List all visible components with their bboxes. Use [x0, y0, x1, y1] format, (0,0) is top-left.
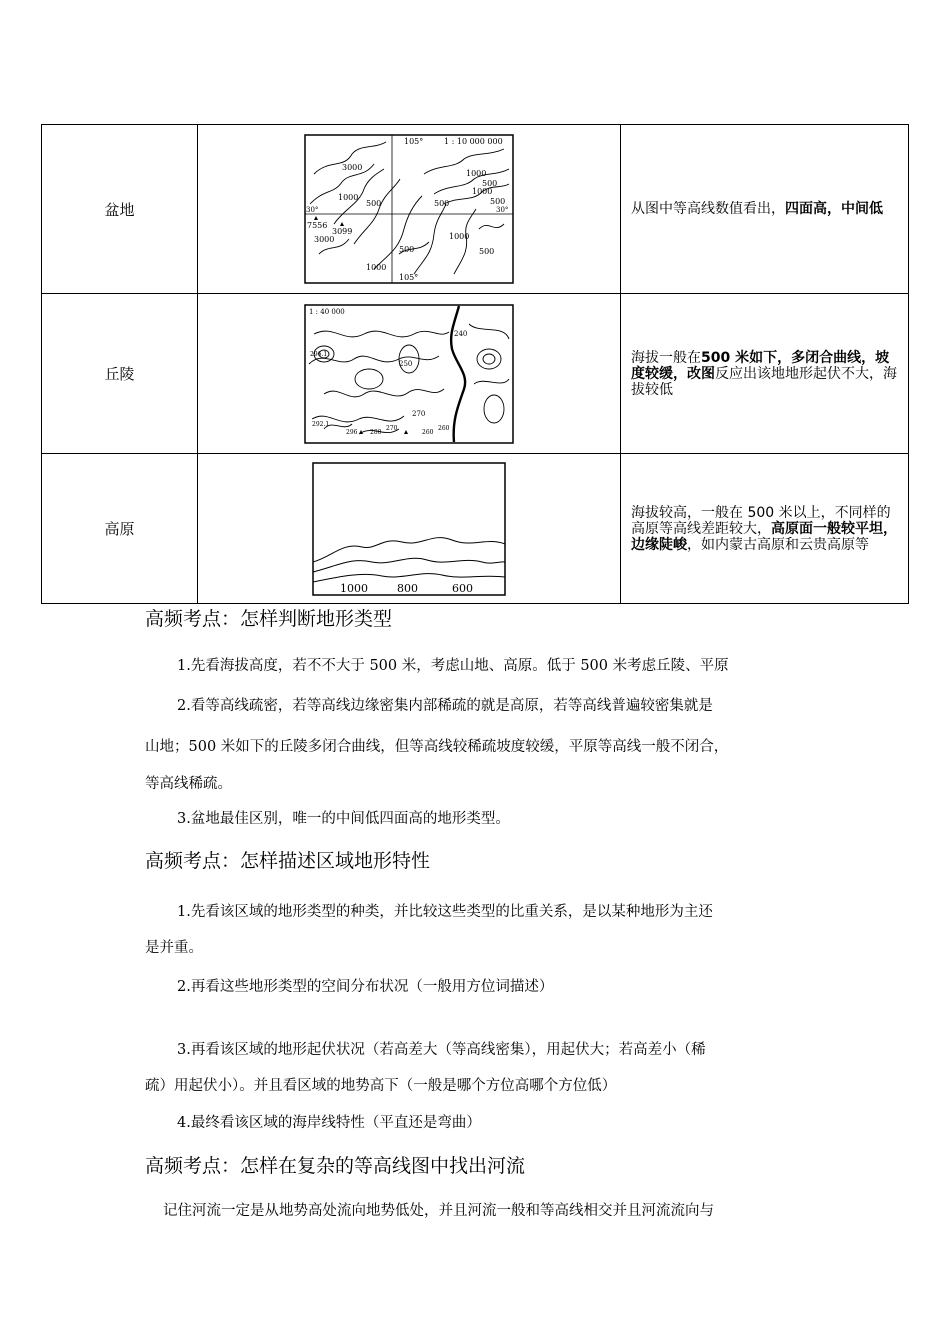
paragraph-line: 记住河流一定是从地势高处流向地势低处，并且河流一般和等高线相交并且河流流向与 — [163, 1203, 714, 1219]
table-row-hills — [42, 294, 909, 454]
contour-label: 1000 — [338, 193, 359, 202]
peak-label: 292.1 — [312, 420, 330, 428]
hills-contour-map — [304, 304, 514, 444]
contour-label: 500 — [479, 247, 495, 256]
paragraph-line: 是并重。 — [145, 940, 203, 956]
contour-map-cell — [198, 125, 621, 294]
description-cell — [621, 125, 909, 294]
table-row-basin — [42, 125, 909, 294]
terrain-type-cell: 高原 — [42, 454, 198, 604]
peak-label: 296.1 — [310, 350, 328, 358]
description-cell — [621, 294, 909, 454]
contour-label: 260 — [422, 428, 434, 436]
desc-emphasis: 四面高，中间低 — [785, 201, 883, 217]
contour-label: 3000 — [342, 163, 363, 172]
section-heading: 高频考点：怎样判断地形类型 — [145, 608, 393, 630]
contour-label: 3000 — [314, 235, 335, 244]
paragraph-line: 4.最终看该区域的海岸线特性（平直还是弯曲） — [177, 1115, 481, 1131]
basin-contour-map — [304, 134, 514, 284]
contour-label: 296 — [346, 428, 358, 436]
map-lon-label: 105° — [404, 137, 424, 146]
contour-label: 270 — [386, 424, 398, 432]
contour-label: 500 — [399, 245, 415, 254]
map-lon-label: 105° — [399, 273, 419, 282]
paragraph-line: 3.盆地最佳区别，唯一的中间低四面高的地形类型。 — [177, 811, 510, 827]
peak-label: 3099 — [332, 227, 353, 236]
map-scale-label: 1 : 40 000 — [309, 307, 345, 316]
contour-map-cell — [198, 454, 621, 604]
desc-emphasis: 高原面一般较平坦，边缘陡峻 — [631, 520, 897, 553]
contour-label: 1000 — [466, 169, 487, 178]
contour-label: 280 — [370, 428, 382, 436]
contour-label: 1000 — [366, 263, 387, 272]
paragraph-line: 2.看等高线疏密，若等高线边缘密集内部稀疏的就是高原，若等高线普遍较密集就是 — [177, 698, 713, 714]
plateau-contour-map — [312, 462, 506, 596]
desc-text: ，如内蒙古高原和云贵高原等 — [687, 536, 869, 553]
contour-label: 270 — [412, 409, 426, 418]
contour-map-cell — [198, 294, 621, 454]
table-row-plateau — [42, 454, 909, 604]
contour-label: 500 — [490, 197, 506, 206]
desc-text: 反应出该地地形起伏不大，海拔较低 — [631, 365, 897, 398]
contour-label: 500 — [434, 199, 450, 208]
section-heading: 高频考点：怎样在复杂的等高线图中找出河流 — [145, 1155, 526, 1177]
paragraph-line: 疏）用起伏小）。并且看区域的地势高下（一般是哪个方位高哪个方位低） — [145, 1078, 617, 1094]
paragraph-line: 1.先看海拔高度，若不不大于 500 米，考虑山地、高原。低于 500 米考虑丘陵、平原 — [177, 658, 729, 674]
paragraph-line: 山地；500 米如下的丘陵多闭合曲线，但等高线较稀疏坡度较缓，平原等高线一般不闭合， — [145, 739, 729, 755]
contour-label: 800 — [397, 581, 418, 595]
terrain-type-table — [41, 124, 909, 604]
map-lat-label: 30° — [306, 206, 319, 214]
contour-label: 250 — [399, 359, 413, 368]
contour-label: 1000 — [449, 232, 470, 241]
contour-label: 240 — [454, 329, 468, 338]
map-lat-label: 30° — [496, 206, 509, 214]
terrain-type-cell: 丘陵 — [42, 294, 198, 454]
paragraph-line: 等高线稀疏。 — [145, 776, 232, 792]
contour-label: 260 — [438, 424, 450, 432]
terrain-type-cell: 盆地 — [42, 125, 198, 294]
section-heading: 高频考点：怎样描述区域地形特性 — [145, 850, 431, 872]
contour-label: 500 — [482, 179, 498, 188]
contour-label: 600 — [452, 581, 473, 595]
paragraph-line: 3.再看该区域的地形起伏状况（若高差大（等高线密集），用起伏大；若高差小（稀 — [177, 1042, 706, 1058]
description-cell — [621, 454, 909, 604]
contour-label: 1000 — [472, 187, 493, 196]
paragraph-line: 1.先看该区域的地形类型的种类，并比较这些类型的比重关系，是以某种地形为主还 — [177, 904, 713, 920]
contour-label: 500 — [366, 199, 382, 208]
peak-label: 7556 — [307, 221, 328, 230]
contour-label: 1000 — [340, 581, 368, 595]
desc-text: 海拔较高，一般在 500 米以上，不同样的高原等高线差距较大， — [631, 504, 891, 537]
desc-emphasis: 500 米如下，多闭合曲线，坡度较缓，改图 — [631, 349, 890, 382]
map-scale-label: 1 : 10 000 000 — [444, 137, 503, 146]
desc-text: 海拔一般在 — [631, 349, 701, 366]
desc-text: 从图中等高线数值看出， — [631, 201, 785, 217]
paragraph-line: 2.再看这些地形类型的空间分布状况（一般用方位词描述） — [177, 979, 554, 995]
